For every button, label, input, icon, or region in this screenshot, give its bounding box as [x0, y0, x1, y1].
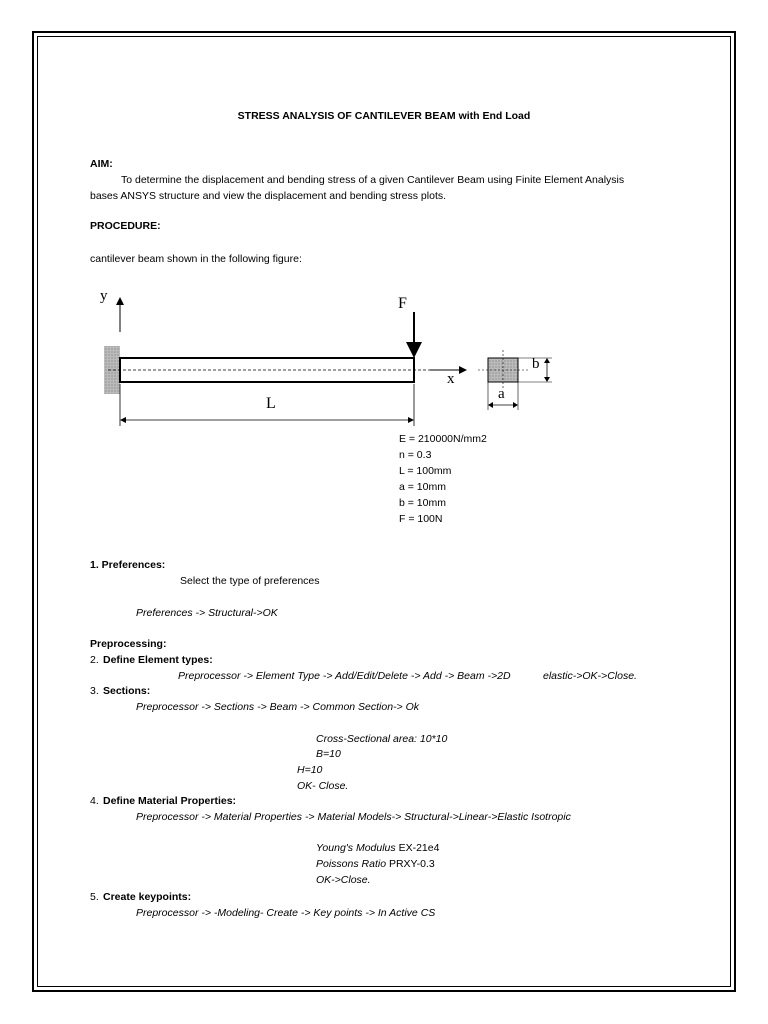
- b-dim-arrow-top: [544, 358, 550, 363]
- step3-number: 3.: [90, 685, 99, 697]
- b-dimension-label: b: [532, 356, 540, 372]
- param-f: F = 100N: [399, 513, 443, 525]
- a-dimension-label: a: [498, 386, 505, 402]
- step2-heading: Define Element types:: [103, 654, 213, 666]
- step4-poissons-ratio: [316, 858, 435, 871]
- step3-heading: Sections:: [103, 685, 151, 697]
- length-dim-arrow-left: [120, 417, 126, 423]
- step4-ok: OK->Close.: [316, 874, 371, 886]
- length-dim-arrow-right: [408, 417, 414, 423]
- param-n: n = 0.3: [399, 449, 432, 461]
- aim-text-line1: To determine the displacement and bending stress of a given Cantilever Beam using Finite Element Analysis: [121, 174, 625, 186]
- x-axis-label: x: [447, 371, 455, 387]
- step4-path: Preprocessor -> Material Properties -> Material Models-> Structural->Linear->Elastic Isotropic: [136, 811, 571, 823]
- step5-path: Preprocessor -> -Modeling- Create -> Key points -> In Active CS: [136, 907, 436, 919]
- procedure-intro: cantilever beam shown in the following figure:: [90, 253, 302, 265]
- step4-youngs-value: EX-21e4: [398, 842, 440, 854]
- step3-b-value: B=10: [316, 748, 341, 760]
- document-title: STRESS ANALYSIS OF CANTILEVER BEAM with End Load: [237, 110, 531, 122]
- force-label: F: [398, 295, 407, 312]
- step1-heading: 1. Preferences:: [90, 559, 166, 571]
- fixed-support-wall: [104, 346, 120, 394]
- param-e: E = 210000N/mm2: [399, 433, 487, 445]
- step2-path: Preprocessor -> Element Type -> Add/Edit/Delete -> Add -> Beam ->2D: [178, 670, 511, 682]
- step4-poissons-value: PRXY-0.3: [388, 858, 435, 870]
- aim-text-line2: bases ANSYS structure and view the displacement and bending stress plots.: [90, 190, 447, 202]
- param-l: L = 100mm: [399, 465, 452, 477]
- procedure-heading: PROCEDURE:: [90, 220, 161, 232]
- a-dim-arrow-left: [488, 402, 493, 408]
- step3-area: Cross-Sectional area: 10*10: [316, 733, 448, 745]
- step2-number: 2.: [90, 654, 99, 666]
- step4-heading: Define Material Properties:: [103, 795, 237, 807]
- step3-ok: OK- Close.: [297, 780, 349, 792]
- aim-heading: AIM:: [90, 158, 113, 170]
- step5-number: 5.: [90, 891, 99, 903]
- step1-path: Preferences -> Structural->OK: [136, 607, 278, 619]
- y-axis-label: y: [100, 288, 108, 304]
- step2-path-end: elastic->OK->Close.: [543, 670, 637, 682]
- length-label: L: [266, 395, 276, 412]
- step5-heading: Create keypoints:: [103, 891, 192, 903]
- step4-youngs-modulus: [316, 842, 439, 855]
- step3-h-value: H=10: [297, 764, 323, 776]
- step1-description: Select the type of preferences: [180, 575, 320, 587]
- param-b: b = 10mm: [399, 497, 446, 509]
- a-dim-arrow-right: [513, 402, 518, 408]
- step4-number: 4.: [90, 795, 99, 807]
- step3-path: Preprocessor -> Sections -> Beam -> Common Section-> Ok: [136, 701, 420, 713]
- step4-poissons-label: Poissons Ratio: [316, 858, 387, 870]
- param-a: a = 10mm: [399, 481, 446, 493]
- preprocessing-heading: Preprocessing:: [90, 638, 167, 650]
- b-dim-arrow-bottom: [544, 377, 550, 382]
- step4-youngs-label: Young's Modulus: [316, 842, 396, 854]
